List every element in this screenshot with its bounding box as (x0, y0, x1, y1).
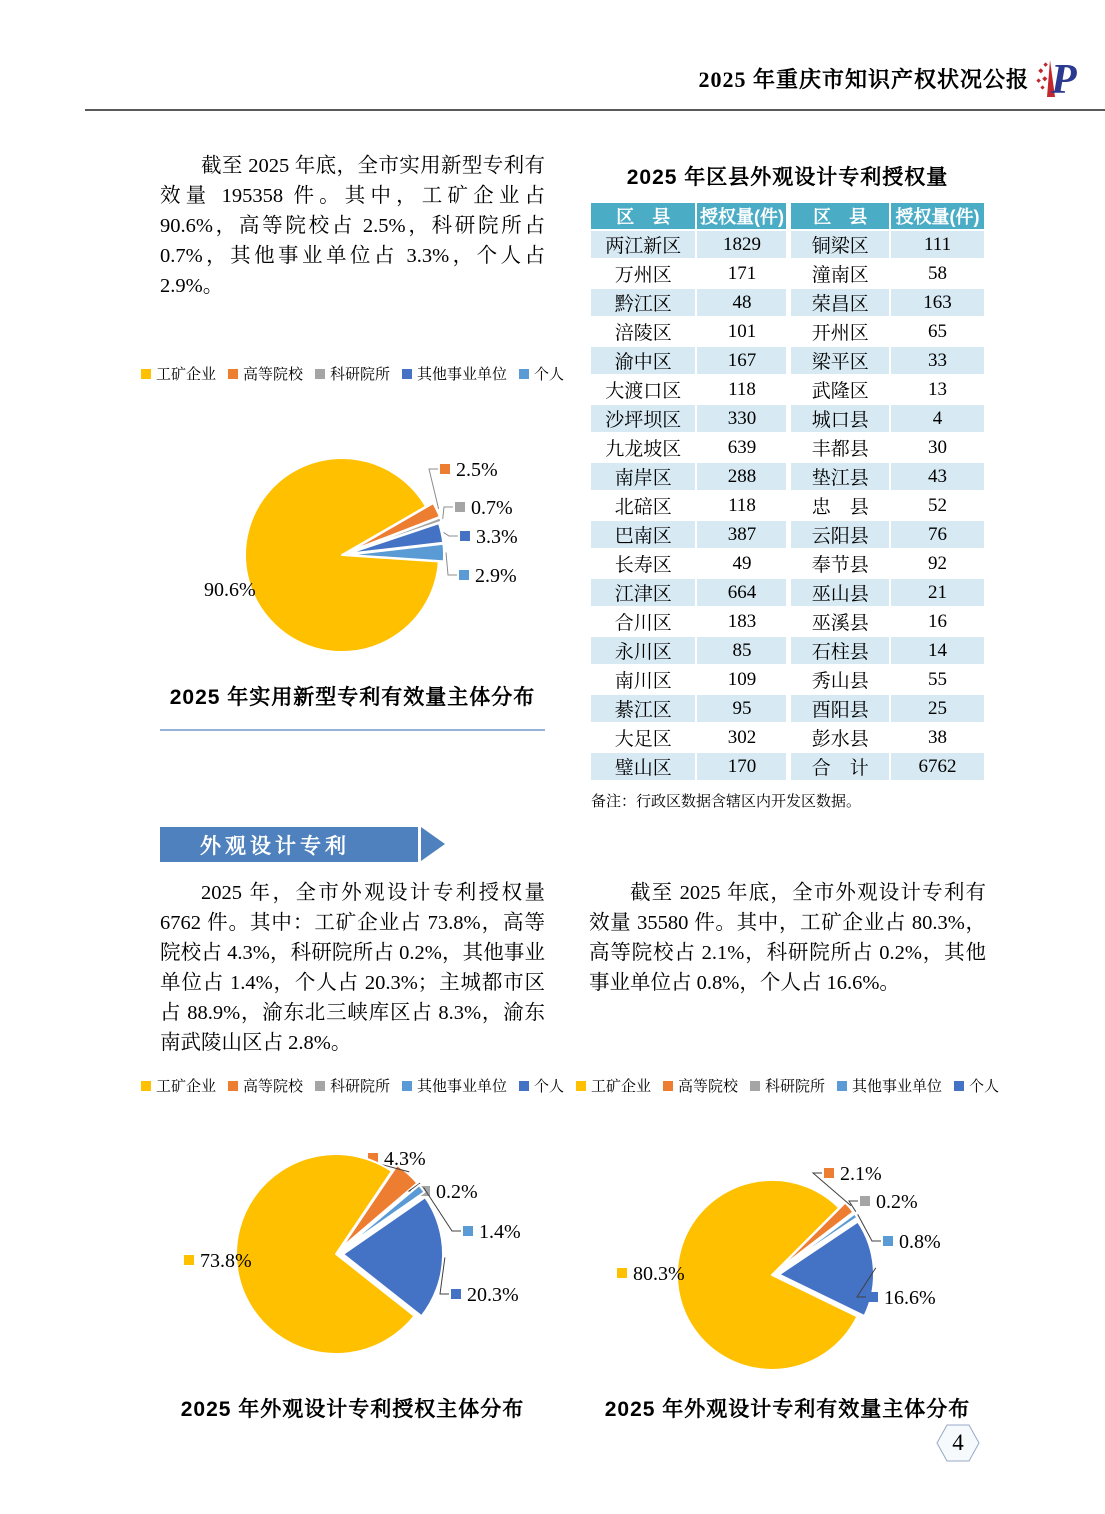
table-cell: 302 (697, 724, 786, 751)
table-header-cell: 授权量(件) (891, 203, 984, 229)
table-cell: 639 (697, 434, 786, 461)
middle-paragraph-row (160, 878, 990, 1058)
table-cell: 30 (891, 434, 984, 461)
legend-item (141, 1075, 216, 1096)
table-cell: 111 (891, 231, 984, 258)
legend-swatch-icon (228, 369, 238, 379)
callout-label: 0.2% (876, 1191, 918, 1213)
chart-caption: 2025 年实用新型专利有效量主体分布 (169, 686, 536, 709)
legend-swatch-icon (663, 1081, 673, 1091)
callout-label: 20.3% (467, 1284, 519, 1306)
legend-label: 个人 (534, 1079, 565, 1095)
pie-wrap (160, 1113, 545, 1381)
table-cell: 330 (697, 405, 786, 432)
table-cell: 石柱县 (788, 637, 889, 664)
callout-marker-icon (184, 1255, 194, 1265)
table-cell: 武隆区 (788, 376, 889, 403)
table-title: 2025 年区县外观设计专利授权量 (626, 166, 949, 189)
table-cell: 巫溪县 (788, 608, 889, 635)
legend-swatch-icon (837, 1081, 847, 1091)
legend-swatch-icon (228, 1081, 238, 1091)
legend-label: 工矿企业 (155, 367, 216, 383)
table-cell: 忠 县 (788, 492, 889, 519)
table-row (591, 347, 984, 374)
page-number-value: 4 (952, 1430, 964, 1455)
table-cell: 奉节县 (788, 550, 889, 577)
legend-label: 工矿企业 (590, 1079, 651, 1095)
design-valid-paragraph: 截至 2025 年底，全市外观设计专利有效量 35580 件。其中，工矿企业占 80.3%，高等院校占 2.1%，科研院所占 0.2%，其他事业单位占 0.8%，个人占 16.6%。 (589, 882, 986, 994)
table-row (591, 376, 984, 403)
table-cell: 85 (697, 637, 786, 664)
left-column (155, 151, 565, 811)
table-cell: 沙坪坝区 (591, 405, 695, 432)
table-cell: 秀山县 (788, 666, 889, 693)
pie-wrap (160, 438, 545, 670)
table-cell: 43 (891, 463, 984, 490)
legend-label: 高等院校 (677, 1079, 738, 1095)
legend-label: 高等院校 (242, 367, 303, 383)
table-cell: 4 (891, 405, 984, 432)
table-row (591, 318, 984, 345)
legend-swatch-icon (519, 369, 529, 379)
table-row (591, 637, 984, 664)
legend-swatch-icon (519, 1081, 529, 1091)
table-cell: 171 (697, 260, 786, 287)
table-row (591, 231, 984, 258)
design-grant-paragraph: 2025 年，全市外观设计专利授权量 6762 件。其中：工矿企业占 73.8%，高等院校占 4.3%，科研院所占 0.2%，其他事业单位占 1.4%，个人占 20.3%；主城都市区占 88.9%，渝东北三峡库区占 8.3%，渝东南武陵山区占 2.8%。 (160, 882, 545, 1054)
table-cell: 大足区 (591, 724, 695, 751)
legend-label: 其他事业单位 (852, 1079, 943, 1095)
legend-item (228, 1075, 303, 1096)
table-row (591, 463, 984, 490)
table-cell: 合川区 (591, 608, 695, 635)
utility-model-paragraph: 截至 2025 年底，全市实用新型专利有效量 195358 件。其中，工矿企业占 90.6%，高等院校占 2.5%，科研院所占 0.7%，其他事业单位占 3.3%，个人占 2.9%。 (160, 155, 545, 297)
table-note: 备注：行政区数据含辖区内开发区数据。 (591, 794, 862, 810)
legend-item (519, 1075, 564, 1096)
table-cell: 南川区 (591, 666, 695, 693)
table-cell: 55 (891, 666, 984, 693)
table-cell: 65 (891, 318, 984, 345)
callout-label: 2.1% (840, 1163, 882, 1185)
table-cell: 垫江县 (788, 463, 889, 490)
table-cell: 38 (891, 724, 984, 751)
table-cell: 酉阳县 (788, 695, 889, 722)
table-row (591, 724, 984, 751)
table-row (591, 405, 984, 432)
svg-text:P: P (1051, 57, 1077, 100)
table-row (591, 289, 984, 316)
table-cell: 288 (697, 463, 786, 490)
callout-label: 80.3% (633, 1263, 685, 1285)
table-cell: 永川区 (591, 637, 695, 664)
callout-marker-icon (440, 464, 450, 474)
table-row (591, 492, 984, 519)
chart-legend (589, 1075, 1000, 1096)
table-cell: 1829 (697, 231, 786, 258)
callout-label: 4.3% (384, 1148, 426, 1170)
pie-wrap (589, 1113, 986, 1381)
callout-label: 1.4% (479, 1221, 521, 1243)
legend-item (837, 1075, 942, 1096)
table-row (591, 521, 984, 548)
header-row (0, 0, 1105, 100)
table-cell: 丰都县 (788, 434, 889, 461)
table-cell: 大渡口区 (591, 376, 695, 403)
table-cell: 南岸区 (591, 463, 695, 490)
table-cell: 长寿区 (591, 550, 695, 577)
table-cell: 118 (697, 376, 786, 403)
table-cell: 183 (697, 608, 786, 635)
table-cell: 涪陵区 (591, 318, 695, 345)
table-row (591, 608, 984, 635)
page-header (0, 0, 1105, 111)
table-cell: 16 (891, 608, 984, 635)
table-cell: 52 (891, 492, 984, 519)
legend-label: 工矿企业 (155, 1079, 216, 1095)
section-banner (160, 827, 418, 862)
legend-item (402, 1075, 507, 1096)
table-head (591, 203, 984, 229)
table-cell: 巫山县 (788, 579, 889, 606)
table-cell: 118 (697, 492, 786, 519)
legend-swatch-icon (315, 1081, 325, 1091)
table-cell: 梁平区 (788, 347, 889, 374)
table-body (591, 231, 984, 780)
design-grant-pie-figure (155, 1075, 565, 1425)
table-cell: 城口县 (788, 405, 889, 432)
ip-logo-icon (1035, 56, 1081, 100)
callout-label: 2.5% (456, 459, 498, 481)
header-divider (85, 109, 1105, 111)
callout-marker-icon (860, 1196, 870, 1206)
callout-marker-icon (463, 1226, 473, 1236)
callout-label: 16.6% (884, 1287, 936, 1309)
callout-marker-icon (617, 1268, 627, 1278)
table-cell: 109 (697, 666, 786, 693)
left-column (160, 878, 545, 1058)
table-cell: 95 (697, 695, 786, 722)
pie-chart-svg (160, 1113, 545, 1381)
callout-marker-icon (459, 570, 469, 580)
callout-label: 0.8% (899, 1231, 941, 1253)
table-cell: 387 (697, 521, 786, 548)
right-column (589, 878, 986, 1058)
table-cell: 6762 (891, 753, 984, 780)
chart-caption: 2025 年外观设计专利授权主体分布 (180, 1398, 525, 1421)
callout-leader-line (443, 507, 453, 519)
callout-marker-icon (824, 1168, 834, 1178)
legend-label: 科研院所 (330, 367, 391, 383)
legend-label: 科研院所 (765, 1079, 826, 1095)
top-content-row (155, 151, 990, 811)
legend-item (315, 1075, 390, 1096)
table-cell: 25 (891, 695, 984, 722)
pie-chart-svg (589, 1113, 986, 1381)
table-cell: 万州区 (591, 260, 695, 287)
callout-marker-icon (451, 1289, 461, 1299)
chart-legend (155, 363, 565, 384)
table-header-row (591, 203, 984, 229)
table-cell: 潼南区 (788, 260, 889, 287)
table-row (591, 666, 984, 693)
table-cell: 九龙坡区 (591, 434, 695, 461)
table-cell: 北碚区 (591, 492, 695, 519)
legend-label: 其他事业单位 (417, 1079, 508, 1095)
table-cell: 101 (697, 318, 786, 345)
table-cell: 76 (891, 521, 984, 548)
legend-item (315, 363, 390, 384)
legend-swatch-icon (576, 1081, 586, 1091)
legend-item (750, 1075, 825, 1096)
report-title: 2025 年重庆市知识产权状况公报 (698, 66, 1029, 92)
callout-marker-icon (868, 1292, 878, 1302)
design-grant-table (589, 201, 986, 782)
legend-item (141, 363, 216, 384)
table-cell: 江津区 (591, 579, 695, 606)
chart-legend (155, 1075, 565, 1096)
caption-divider (160, 729, 545, 731)
legend-swatch-icon (750, 1081, 760, 1091)
callout-label: 0.7% (471, 497, 513, 519)
legend-label: 个人 (534, 367, 565, 383)
legend-label: 高等院校 (242, 1079, 303, 1095)
legend-item (663, 1075, 738, 1096)
callout-label: 2.9% (475, 565, 517, 587)
design-valid-pie-figure (589, 1075, 1000, 1425)
table-cell: 彭水县 (788, 724, 889, 751)
table-row (591, 550, 984, 577)
legend-swatch-icon (954, 1081, 964, 1091)
callout-label: 0.2% (436, 1181, 478, 1203)
legend-item (402, 363, 507, 384)
table-cell: 綦江区 (591, 695, 695, 722)
table-cell: 163 (891, 289, 984, 316)
table-cell: 92 (891, 550, 984, 577)
callout-marker-icon (883, 1236, 893, 1246)
table-cell: 33 (891, 347, 984, 374)
table-cell: 167 (697, 347, 786, 374)
table-cell: 渝中区 (591, 347, 695, 374)
legend-swatch-icon (141, 369, 151, 379)
table-cell: 云阳县 (788, 521, 889, 548)
legend-swatch-icon (315, 369, 325, 379)
legend-label: 其他事业单位 (417, 367, 508, 383)
legend-swatch-icon (402, 1081, 412, 1091)
page-number (936, 1424, 980, 1462)
table-cell: 铜梁区 (788, 231, 889, 258)
table-header-cell: 授权量(件) (697, 203, 786, 229)
table-cell: 21 (891, 579, 984, 606)
section-banner-label: 外观设计专利 (200, 834, 350, 858)
table-row (591, 260, 984, 287)
table-cell: 13 (891, 376, 984, 403)
callout-leader-line (444, 532, 459, 536)
callout-marker-icon (460, 531, 470, 541)
legend-item (519, 363, 564, 384)
legend-item (228, 363, 303, 384)
callout-marker-icon (455, 502, 465, 512)
legend-swatch-icon (141, 1081, 151, 1091)
table-row (591, 695, 984, 722)
utility-model-pie-figure (155, 363, 565, 731)
table-cell: 合 计 (788, 753, 889, 780)
table-cell: 璧山区 (591, 753, 695, 780)
bottom-charts-row (155, 1075, 1000, 1425)
callout-label: 73.8% (200, 1250, 252, 1272)
legend-swatch-icon (402, 369, 412, 379)
right-column (589, 151, 986, 811)
table-cell: 664 (697, 579, 786, 606)
table-row (591, 579, 984, 606)
table-header-cell: 区 县 (591, 203, 695, 229)
table-cell: 14 (891, 637, 984, 664)
table-cell: 两江新区 (591, 231, 695, 258)
legend-item (954, 1075, 999, 1096)
chart-caption: 2025 年外观设计专利有效量主体分布 (604, 1398, 971, 1421)
legend-label: 个人 (969, 1079, 1000, 1095)
legend-label: 科研院所 (330, 1079, 391, 1095)
table-row (591, 434, 984, 461)
table-cell: 170 (697, 753, 786, 780)
pie-chart-svg (160, 438, 545, 670)
table-cell: 48 (697, 289, 786, 316)
table-cell: 开州区 (788, 318, 889, 345)
table-cell: 巴南区 (591, 521, 695, 548)
table-row (591, 753, 984, 780)
callout-label: 3.3% (476, 526, 518, 548)
table-cell: 58 (891, 260, 984, 287)
table-cell: 49 (697, 550, 786, 577)
table-header-cell: 区 县 (788, 203, 889, 229)
legend-item (576, 1075, 651, 1096)
callout-label: 90.6% (204, 579, 256, 601)
callout-leader-line (446, 553, 457, 576)
table-cell: 荣昌区 (788, 289, 889, 316)
table-cell: 黔江区 (591, 289, 695, 316)
